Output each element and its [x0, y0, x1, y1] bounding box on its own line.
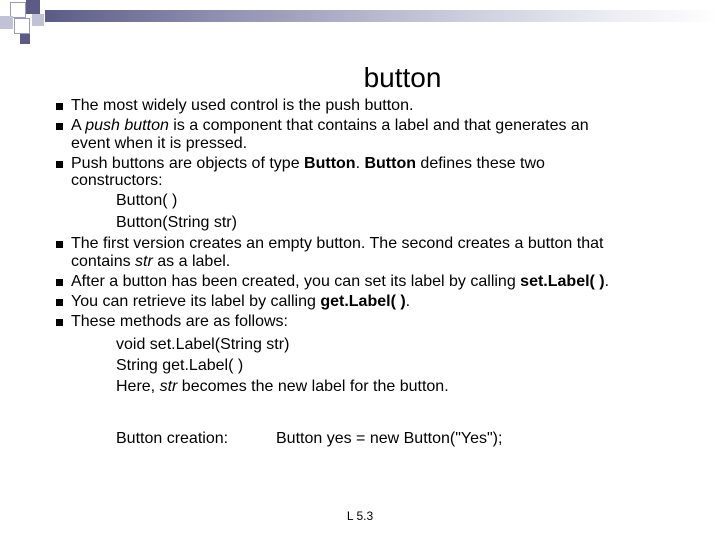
bullet-text: A push button is a component that contains a label and that generates an: [71, 117, 589, 134]
creation-code: Button yes = new Button("Yes");: [276, 430, 503, 447]
bullet-text: You can retrieve its label by calling get.Label( ).: [71, 292, 411, 310]
bullet-marker: [56, 299, 63, 306]
page-number: L 5.3: [346, 509, 374, 523]
bullet-text-continued: contains str as a label.: [71, 252, 231, 270]
bullet-text: After a button has been created, you can set its label by calling set.Label( ).: [71, 272, 610, 290]
method-line: void set.Label(String str): [116, 335, 290, 353]
bullet-marker: [56, 123, 63, 130]
bullet-text: The first version creates an empty button. The second creates a button that: [71, 235, 604, 252]
slide-title: button: [363, 62, 442, 93]
bullet-marker: [56, 241, 63, 248]
constructor-line: Button(String str): [116, 214, 237, 231]
bullet-text: The most widely used control is the push button.: [71, 97, 414, 114]
creation-label: Button creation:: [116, 430, 229, 447]
constructor-line: Button( ): [116, 192, 178, 209]
bullet-text: Push buttons are objects of type Button. Button defines these two: [71, 154, 545, 172]
bullet-marker: [56, 103, 63, 110]
bullet-marker: [56, 319, 63, 326]
bullet-marker: [56, 161, 63, 168]
bullet-text: These methods are as follows:: [71, 312, 288, 330]
bullet-marker: [56, 279, 63, 286]
bullet-text-continued: constructors:: [71, 172, 163, 189]
here-line: Here, str becomes the new label for the button.: [116, 377, 449, 395]
bullet-text-continued: event when it is pressed.: [71, 134, 248, 152]
method-line: String get.Label( ): [116, 356, 244, 374]
